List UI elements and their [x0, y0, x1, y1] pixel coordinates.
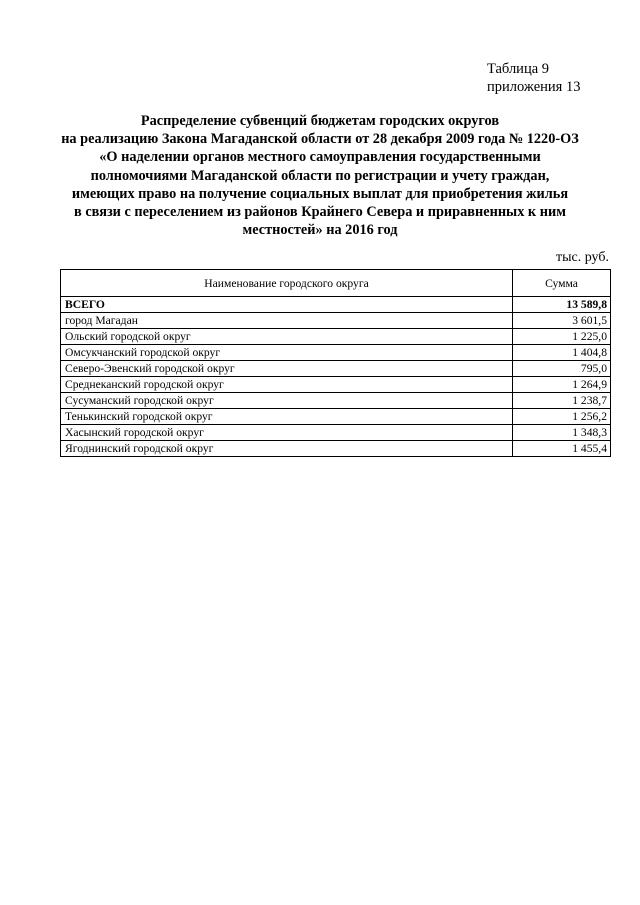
district-name: Хасынский городской округ	[61, 425, 513, 441]
district-name: Ольский городской округ	[61, 329, 513, 345]
district-name: Омсукчанский городской округ	[61, 345, 513, 361]
district-sum: 795,0	[513, 361, 611, 377]
district-sum: 1 238,7	[513, 393, 611, 409]
table-number: Таблица 9	[487, 61, 550, 77]
district-name: Ягоднинский городской округ	[61, 441, 513, 457]
table-row	[61, 345, 611, 361]
title-line: Распределение субвенций бюджетам городских округов	[140, 113, 500, 129]
table-row	[61, 361, 611, 377]
title-line: «О наделении органов местного самоуправления государственными	[99, 149, 541, 166]
district-name: Северо-Эвенский городской округ	[61, 361, 513, 377]
document-title	[30, 112, 610, 239]
district-sum: 3 601,5	[513, 313, 611, 329]
title-line: местностей» на 2016 год	[242, 222, 398, 239]
district-sum: 1 225,0	[513, 329, 611, 345]
district-sum: 1 348,3	[513, 425, 611, 441]
table-row	[61, 329, 611, 345]
table-row	[61, 425, 611, 441]
title-line: полномочиями Магаданской области по регистрации и учету граждан,	[90, 167, 550, 184]
district-sum: 1 404,8	[513, 345, 611, 361]
district-sum: 1 264,9	[513, 377, 611, 393]
distribution-table	[60, 269, 611, 457]
title-line: в связи с переселением из районов Крайнего Севера и приравненных к ним	[74, 204, 566, 221]
district-sum: 1 256,2	[513, 409, 611, 425]
title-line: имеющих право на получение социальных выплат для приобретения жилья	[71, 185, 569, 202]
district-name: Сусуманский городской округ	[61, 393, 513, 409]
district-name: город Магадан	[61, 313, 513, 329]
table-reference	[487, 60, 580, 96]
district-name: Среднеканский городской округ	[61, 377, 513, 393]
total-sum: 13 589,8	[513, 297, 611, 313]
table-row	[61, 393, 611, 409]
column-header-name: Наименование городского округа	[61, 270, 513, 297]
table-row	[61, 409, 611, 425]
unit-label: тыс. руб.	[556, 250, 609, 265]
table-header-row	[61, 270, 611, 297]
table-row	[61, 441, 611, 457]
district-sum: 1 455,4	[513, 441, 611, 457]
total-label: ВСЕГО	[61, 297, 513, 313]
table-row	[61, 313, 611, 329]
column-header-sum: Сумма	[513, 270, 611, 297]
title-line: на реализацию Закона Магаданской области от 28 декабря 2009 года № 1220-ОЗ	[61, 131, 579, 148]
table-row	[61, 377, 611, 393]
appendix-number: приложения 13	[487, 79, 581, 95]
district-name: Тенькинский городской округ	[61, 409, 513, 425]
table-row-total	[61, 297, 611, 313]
